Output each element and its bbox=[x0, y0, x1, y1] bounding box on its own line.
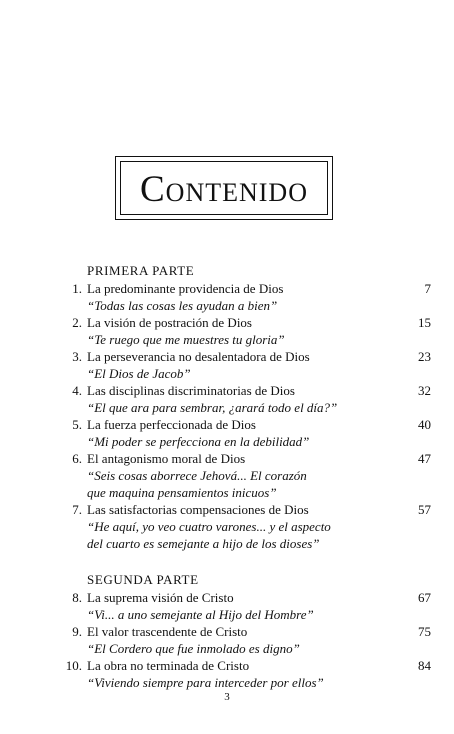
toc-entry[interactable] bbox=[55, 416, 431, 450]
chapter-title: La fuerza perfeccionada de Dios bbox=[87, 417, 256, 432]
chapter-page-number: 23 bbox=[418, 349, 431, 364]
title-frame bbox=[115, 156, 333, 220]
chapter-title: La visión de postración de Dios bbox=[87, 315, 252, 330]
chapter-quote: “He aquí, yo veo cuatro varones... y el aspecto bbox=[87, 519, 331, 534]
toc-entry-line bbox=[55, 501, 431, 518]
toc-entry[interactable] bbox=[55, 348, 431, 382]
chapter-quote: “Vi... a uno semejante al Hijo del Hombre” bbox=[87, 607, 314, 622]
chapter-title: El valor trascendente de Cristo bbox=[87, 624, 248, 639]
chapter-quote: “Viviendo siempre para interceder por ellos” bbox=[87, 675, 324, 690]
chapter-number: 9. bbox=[72, 624, 82, 639]
toc-entry[interactable] bbox=[55, 450, 431, 501]
page-title: Contenido bbox=[140, 168, 308, 210]
toc-entry-line bbox=[55, 416, 431, 433]
chapter-quote: “El que ara para sembrar, ¿arará todo el día?” bbox=[87, 400, 338, 415]
chapter-quote: que maquina pensamientos inicuos” bbox=[87, 485, 277, 500]
toc-entry[interactable] bbox=[55, 314, 431, 348]
chapter-number: 1. bbox=[72, 281, 82, 296]
chapter-page-number: 84 bbox=[418, 658, 431, 673]
chapter-page-number: 40 bbox=[418, 417, 431, 432]
chapter-title: Las disciplinas discriminatorias de Dios bbox=[87, 383, 295, 398]
chapter-number: 3. bbox=[72, 349, 82, 364]
toc-entry[interactable] bbox=[55, 382, 431, 416]
toc-entry-line bbox=[55, 314, 431, 331]
toc-entry[interactable] bbox=[55, 623, 431, 657]
title-inner-frame bbox=[120, 161, 328, 215]
chapter-page-number: 7 bbox=[424, 281, 431, 296]
chapter-number: 2. bbox=[72, 315, 82, 330]
chapter-quote: “El Dios de Jacob” bbox=[87, 366, 191, 381]
chapter-number: 5. bbox=[72, 417, 82, 432]
chapter-quote: “Todas las cosas les ayudan a bien” bbox=[87, 298, 278, 313]
chapter-number: 6. bbox=[72, 451, 82, 466]
chapter-number: 8. bbox=[72, 590, 82, 605]
toc-entry-line bbox=[55, 623, 431, 640]
chapter-quote: “Mi poder se perfecciona en la debilidad” bbox=[87, 434, 310, 449]
page-number: 3 bbox=[224, 691, 230, 703]
chapter-title: El antagonismo moral de Dios bbox=[87, 451, 246, 466]
chapter-page-number: 15 bbox=[418, 315, 431, 330]
toc-entry-line bbox=[55, 348, 431, 365]
toc-part bbox=[55, 261, 431, 552]
table-of-contents bbox=[55, 261, 431, 691]
toc-entry-line bbox=[55, 382, 431, 399]
chapter-title: La predominante providencia de Dios bbox=[87, 281, 284, 296]
toc-entry[interactable] bbox=[55, 657, 431, 691]
part-heading: PRIMERA PARTE bbox=[87, 263, 195, 278]
toc-entry-line bbox=[55, 657, 431, 674]
toc-entry[interactable] bbox=[55, 501, 431, 552]
chapter-quote: “Seis cosas aborrece Jehová... El corazón bbox=[87, 468, 307, 483]
toc-entry-line bbox=[55, 589, 431, 606]
part-heading: SEGUNDA PARTE bbox=[87, 572, 199, 587]
chapter-quote: “Te ruego que me muestres tu gloria” bbox=[87, 332, 285, 347]
chapter-quote: “El Cordero que fue inmolado es digno” bbox=[87, 641, 300, 656]
chapter-quote: del cuarto es semejante a hijo de los dioses” bbox=[87, 536, 320, 551]
chapter-page-number: 75 bbox=[418, 624, 431, 639]
chapter-page-number: 67 bbox=[418, 590, 431, 605]
toc-entry-line bbox=[55, 280, 431, 297]
toc-entry-line bbox=[55, 450, 431, 467]
chapter-number: 4. bbox=[72, 383, 82, 398]
toc-entry[interactable] bbox=[55, 280, 431, 314]
chapter-title: La obra no terminada de Cristo bbox=[87, 658, 250, 673]
toc-part bbox=[55, 570, 431, 691]
chapter-title: La perseverancia no desalentadora de Dios bbox=[87, 349, 310, 364]
toc-entry[interactable] bbox=[55, 589, 431, 623]
chapter-number: 7. bbox=[72, 502, 82, 517]
chapter-page-number: 32 bbox=[418, 383, 431, 398]
chapter-title: Las satisfactorias compensaciones de Dios bbox=[87, 502, 309, 517]
chapter-title: La suprema visión de Cristo bbox=[87, 590, 234, 605]
chapter-number: 10. bbox=[65, 658, 82, 673]
chapter-page-number: 57 bbox=[418, 502, 431, 517]
chapter-page-number: 47 bbox=[418, 451, 431, 466]
